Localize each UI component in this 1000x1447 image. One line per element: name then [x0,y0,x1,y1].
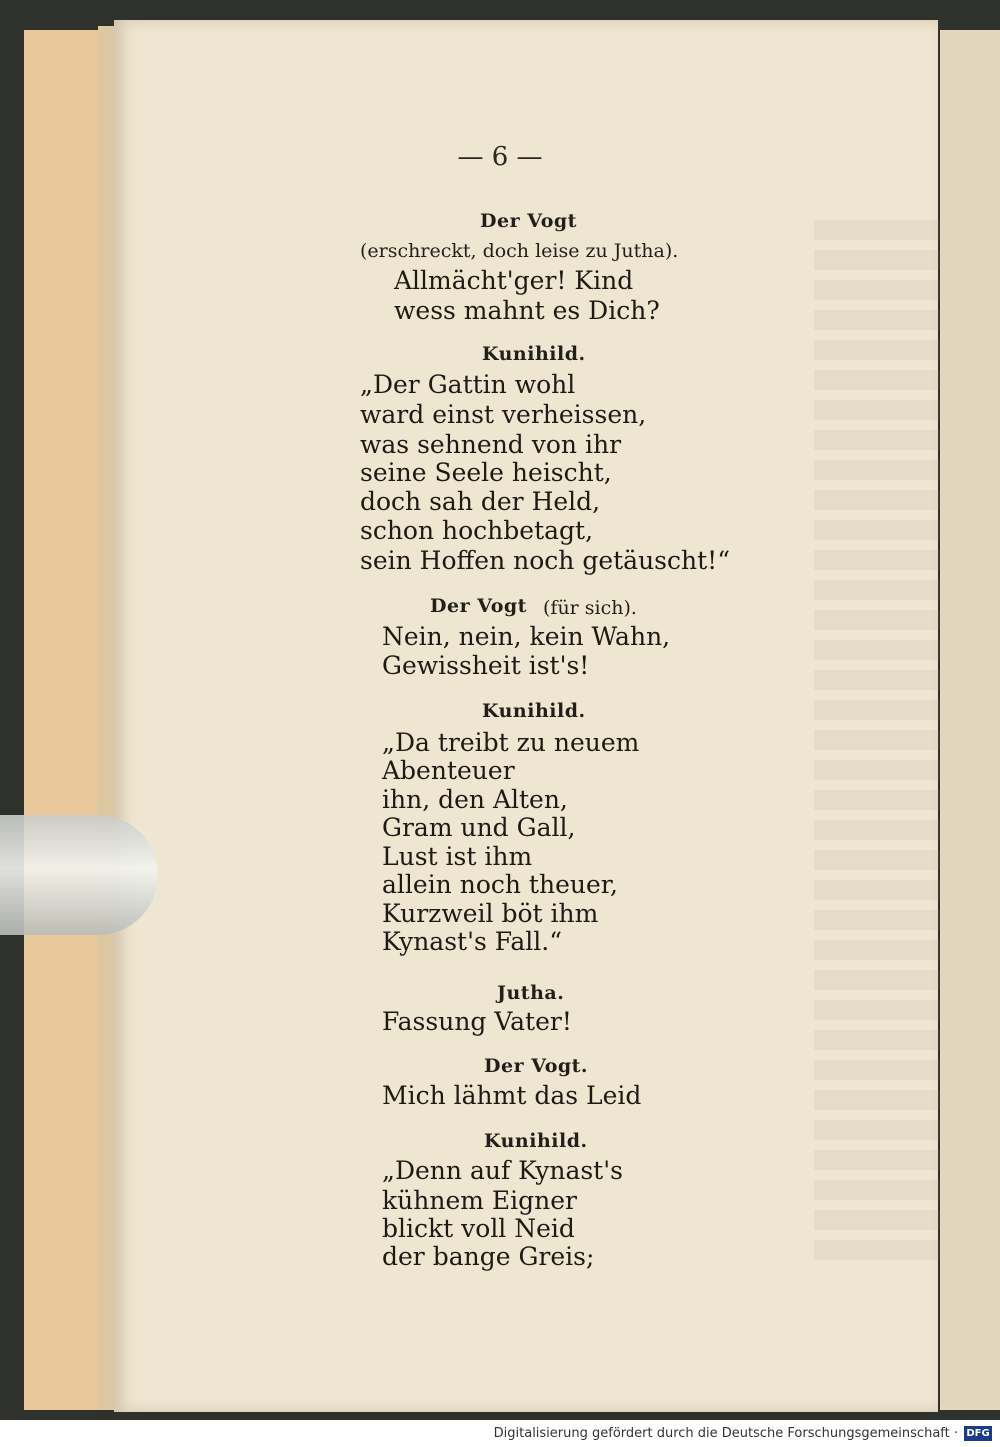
verse-line: der bange Greis; [382,1242,595,1271]
verse-line: ward einst verheissen, [360,400,647,429]
verse-line: Allmächt'ger! Kind [394,266,634,295]
verse-line: schon hochbetagt, [360,516,594,545]
facing-page-edge [940,30,1000,1410]
verse-line: ihn, den Alten, [382,785,568,814]
verse-line: seine Seele heischt, [360,458,612,487]
speaker-name: Der Vogt [480,210,577,232]
stage-direction: (erschreckt, doch leise zu Jutha). [360,240,679,262]
page-clip [0,815,158,935]
speaker-name: Jutha. [497,982,565,1004]
verse-line: „Der Gattin wohl [360,370,576,399]
verse-line: Gewissheit ist's! [382,651,590,680]
speaker-name: Kunihild. [484,1130,588,1152]
verse-line: doch sah der Held, [360,487,601,516]
verse-line: „Da treibt zu neuem [382,728,640,757]
verse-line: Kynast's Fall.“ [382,927,563,956]
verse-line: was sehnend von ihr [360,430,622,459]
verse-line: sein Hoffen noch getäuscht!“ [360,546,730,575]
verse-line: allein noch theuer, [382,870,618,899]
footer-text: Digitalisierung gefördert durch die Deutsche Forschungsgemeinschaft · [493,1426,958,1441]
verse-line: Fassung Vater! [382,1007,572,1036]
dfg-logo: DFG [964,1426,992,1441]
verse-line: Gram und Gall, [382,813,576,842]
verse-line: Mich lähmt das Leid [382,1081,642,1110]
verse-line: Nein, nein, kein Wahn, [382,622,671,651]
speaker-name: Kunihild. [482,700,586,722]
verse-line: wess mahnt es Dich? [394,296,660,325]
speaker-name: Der Vogt. [484,1055,589,1077]
verse-line: blickt voll Neid [382,1214,575,1243]
verse-line: Lust ist ihm [382,842,533,871]
stage-direction: (für sich). [543,597,637,619]
speaker-name: Kunihild. [482,343,586,365]
verse-line: Kurzweil böt ihm [382,899,599,928]
verse-line: Abenteuer [382,756,515,785]
speaker-name: Der Vogt [430,595,527,617]
page-number: — 6 — [457,142,543,172]
verse-line: kühnem Eigner [382,1186,577,1215]
funding-footer [0,1420,1000,1447]
verse-line: „Denn auf Kynast's [382,1156,623,1185]
